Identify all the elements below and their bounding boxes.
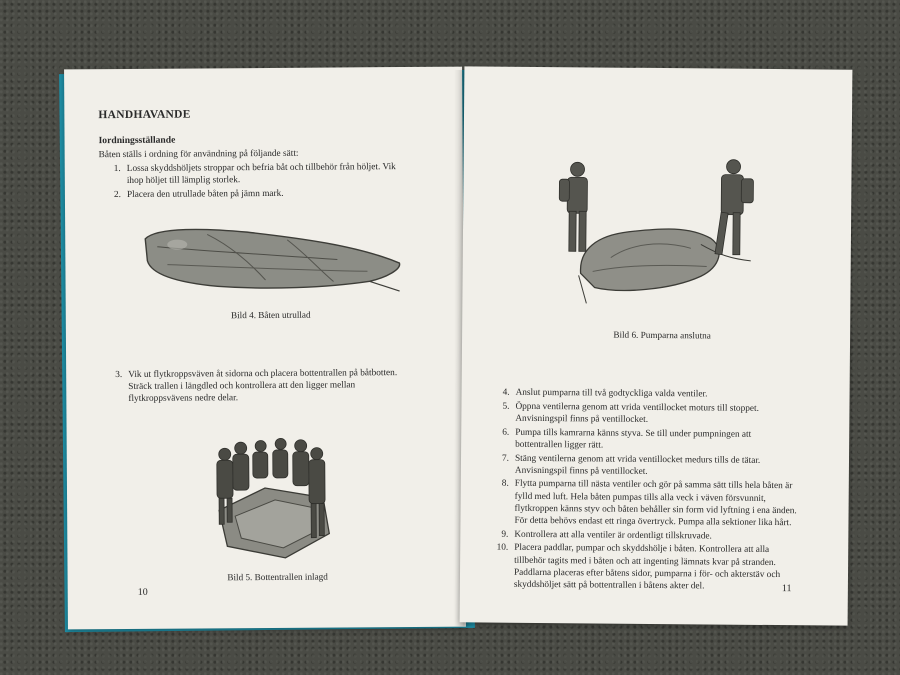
list-item: 6. Pumpa tills kamrarna känns styva. Se till under pumpningen att bottentrallen ligger rätt. xyxy=(502,427,752,451)
list-item: 5. Öppna ventilerna genom att vrida ventillocket moturs till stoppet. Anvisningspil finns på ventillocket. xyxy=(502,401,759,425)
figure-6-caption: Bild 6. Pumparna anslutna xyxy=(613,329,711,341)
list-item: 10. Placera paddlar, pumpar och skyddshölje i båten. Kontrollera att alla tillbehör tagits med i båten och att ingenting lämnats kvar på stranden. Paddlarna placeras efter båtens sidor, pumparna i för- och akterstäv och skyddshöljet sätt på bottentrallen i båtens akter del. xyxy=(496,543,781,592)
steps-list-right xyxy=(492,387,800,595)
list-item: 7. Stäng ventilerna genom att vrida ventillocket medurs tills de tätar. Anvisningspil finns på ventillocket. xyxy=(501,453,761,477)
section-heading: HANDHAVANDE xyxy=(98,108,191,122)
figure-4-caption: Bild 4. Båten utrullad xyxy=(230,309,311,321)
list-item: 8. Flytta pumparna till nästa ventiler och gör på samma sätt tills hela båten är fylld med luft. Hela båten pumpas tills alla veck i väven försvunnit, flytkroppen känns styv och båten behåller sin form vid lyftning i ena änden. För detta behövs endast ett ringa övertryck. Pumpa alla sektioner lika hårt. xyxy=(501,479,797,529)
intro-text: Båten ställs i ordning för användning på följande sätt: xyxy=(98,148,299,161)
left-page xyxy=(64,67,466,630)
right-page xyxy=(460,66,853,625)
figure-5-caption: Bild 5. Bottentrallen inlagd xyxy=(227,571,328,583)
page-number-right: 11 xyxy=(781,583,792,595)
page-number-left: 10 xyxy=(137,586,148,598)
list-item: 9. Kontrollera att alla ventiler är ordentligt tillskruvade. xyxy=(501,529,712,542)
figure-5-soldiers-placing-floorboard xyxy=(205,423,346,564)
subsection-heading: Iordningsställande xyxy=(98,134,176,147)
list-item: 4. Anslut pumparna till två godtyckliga valda ventiler. xyxy=(502,387,708,400)
list-item: 3. Vik ut flytkroppsväven åt sidorna och placera bottentrallen på båtbotten. Sträck trallen i längdled och kontrollera att den ligger mellan flytkroppsvävens nedre delar. xyxy=(115,368,398,405)
list-item: 1. Lossa skyddshöljets stroppar och befria båt och tillbehör från höljet. Vik ihop höljet till lämplig storlek. xyxy=(113,162,396,187)
steps-list-a xyxy=(105,161,411,203)
steps-list-b xyxy=(106,367,416,407)
figure-6-pumps-connected xyxy=(550,153,771,311)
figure-4-rolled-out-boat xyxy=(137,219,408,306)
list-item: 2. Placera den utrullade båten på jämn mark. xyxy=(113,188,284,200)
